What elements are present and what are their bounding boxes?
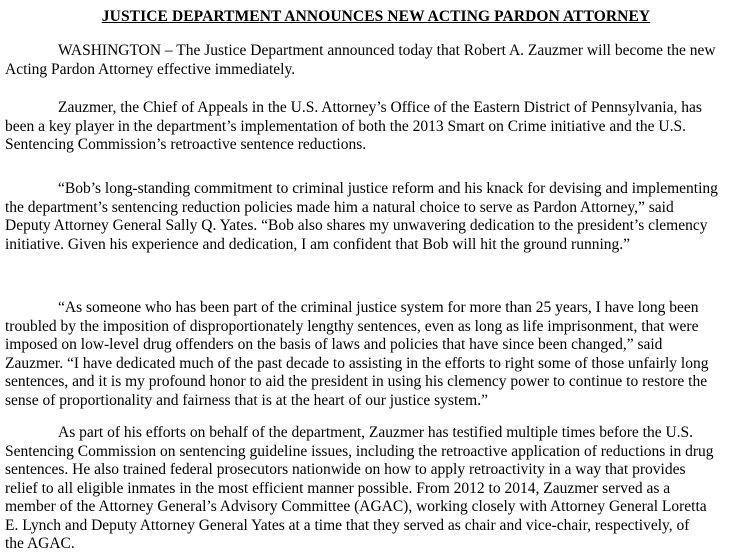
paragraph-line: E. Lynch and Deputy Attorney General Yates at a time that they served as chair and vice-chair, respectively, of [5,516,690,534]
paragraph-line: Zauzmer. “I have dedicated much of the past decade to assisting in the efforts to right some of those unfairly long [5,354,709,372]
paragraph-line: Zauzmer, the Chief of Appeals in the U.S. Attorney’s Office of the Eastern District of Pennsylvania, has [58,99,702,116]
paragraph-line: Sentencing Commission’s retroactive sentence reductions. [5,136,367,153]
paragraph-line: sentences. He also trained federal prosecutors nationwide on how to apply retroactivity in a way that provides [5,461,686,478]
paragraph-line: Sentencing Commission on sentencing guideline issues, including the retroactive application of reductions in drug [5,442,714,460]
paragraph-line: sentences, and it is my profound honor to aid the president in using his clemency power to continue to restore the [5,373,708,390]
paragraph-line: imposed on low-level drug offenders on the basis of laws and policies that have since been changed,” said [5,336,663,353]
paragraph-announcement [5,42,747,79]
paragraph-line: “Bob’s long-standing commitment to criminal justice reform and his knack for devising and implementing [58,180,718,197]
paragraph-zauzmer-quote [5,299,747,410]
paragraph-line: Acting Pardon Attorney effective immediately. [5,60,296,78]
paragraph-line: relief to all eligible inmates in the most efficient manner possible. From 2012 to 2014, Zauzmer served as a [5,479,671,497]
paragraph-line: the department’s sentencing reduction policies made him a natural choice to serve as Pardon Attorney,” said [5,198,674,216]
paragraph-line: sense of proportionality and fairness that is at the heart of our justice system.” [5,391,488,409]
paragraph-line: As part of his efforts on behalf of the department, Zauzmer has testified multiple times before the U.S. [58,424,694,441]
paragraph-line: been a key player in the department’s implementation of both the 2013 Smart on Crime initiative and the U.S. [5,117,686,135]
paragraph-line: Deputy Attorney General Sally Q. Yates. “Bob also shares my unwavering dedication to the president’s clemency [5,217,708,234]
paragraph-line: troubled by the imposition of disproportionately lengthy sentences, even as long as life imprisonment, that were [5,317,699,335]
paragraph-efforts [5,424,747,554]
paragraph-line: initiative. Given his experience and dedication, I am confident that Bob will hit the ground running.” [5,235,631,253]
paragraph-yates-quote [5,180,747,254]
page-title: JUSTICE DEPARTMENT ANNOUNCES NEW ACTING PARDON ATTORNEY [101,8,651,25]
paragraph-line: WASHINGTON – The Justice Department announced today that Robert A. Zauzmer will become the new [58,42,716,59]
paragraph-line: “As someone who has been part of the criminal justice system for more than 25 years, I have long been [58,299,699,316]
paragraph-line: the AGAC. [5,535,75,552]
paragraph-line: member of the Attorney General’s Advisory Committee (AGAC), working closely with Attorney General Loretta [5,498,707,515]
paragraph-background [5,99,747,155]
